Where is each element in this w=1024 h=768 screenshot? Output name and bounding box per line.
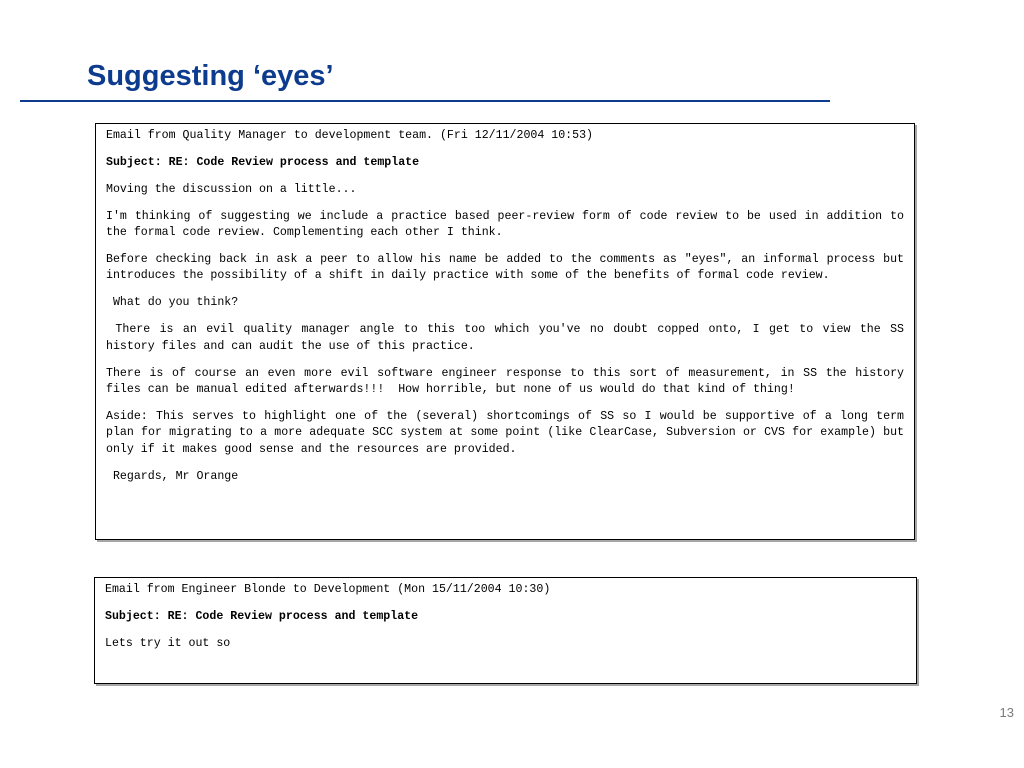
email-quality-manager bbox=[95, 123, 915, 540]
email-subject: Subject: RE: Code Review process and template bbox=[105, 609, 419, 623]
email-engineer-blonde bbox=[94, 577, 917, 684]
email-paragraph: What do you think? bbox=[106, 296, 239, 310]
email-subject: Subject: RE: Code Review process and template bbox=[106, 155, 420, 169]
email-paragraph: There is an evil quality manager angle to this too which you've no doubt copped onto, I get to view the SS history files and can audit the use of this practice. bbox=[106, 323, 911, 353]
email-header: Email from Quality Manager to development team. (Fri 12/11/2004 10:53) bbox=[106, 129, 594, 142]
email-paragraph: Moving the discussion on a little... bbox=[106, 182, 357, 196]
email-paragraph: Aside: This serves to highlight one of the (several) shortcomings of SS so I would be supportive of a long term plan for migrating to a more adequate SCC system at some point (like ClearCase, Subversion or CVS for example) but only if it makes good sense and the resources are provided. bbox=[106, 409, 911, 456]
email-paragraph: Lets try it out so bbox=[105, 636, 231, 650]
email-paragraph: I'm thinking of suggesting we include a practice based peer-review form of code review to be used in addition to the formal code review. Complementing each other I think. bbox=[106, 209, 911, 240]
email-paragraph: Before checking back in ask a peer to allow his name be added to the comments as "eyes", an informal process but introduces the possibility of a shift in daily practice with some of the benefits of formal code review. bbox=[106, 253, 911, 283]
email-header: Email from Engineer Blonde to Development (Mon 15/11/2004 10:30) bbox=[105, 583, 551, 596]
email-signature: Regards, Mr Orange bbox=[106, 469, 239, 483]
title-underline bbox=[20, 100, 830, 102]
email-paragraph: There is of course an even more evil software engineer response to this sort of measurement, in SS the history files can be manual edited afterwards!!! How horrible, but none of us would do that kind of thing! bbox=[106, 366, 911, 396]
slide-title: Suggesting ‘eyes’ bbox=[87, 60, 334, 92]
page-number: 13 bbox=[999, 705, 1014, 720]
